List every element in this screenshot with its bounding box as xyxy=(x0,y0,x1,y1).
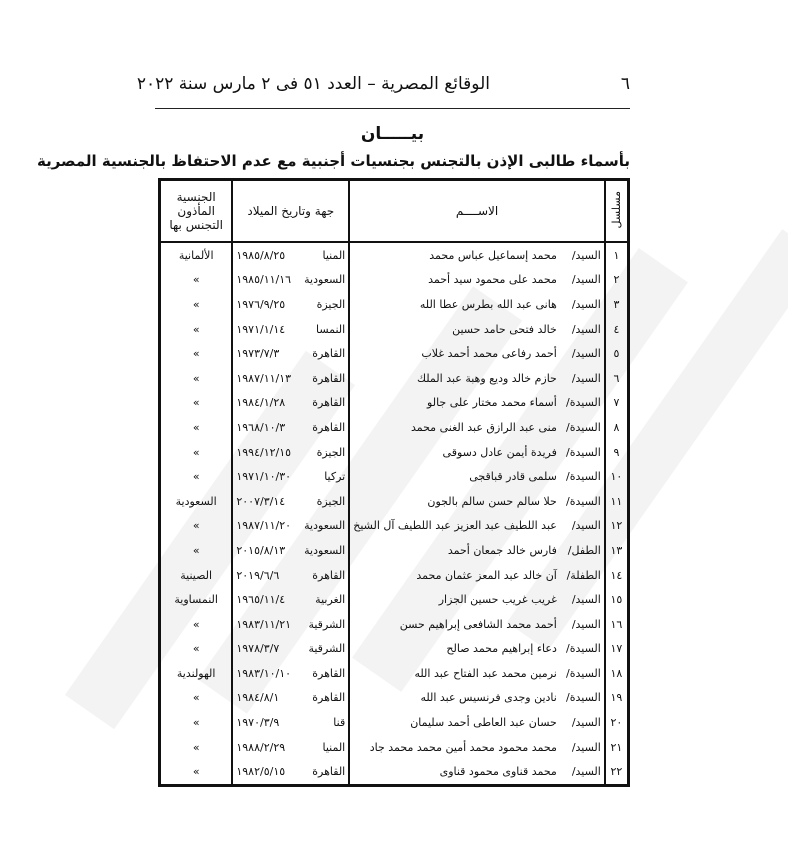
place-date-cell xyxy=(232,268,349,293)
serial-cell: ٩ xyxy=(605,440,629,465)
birth-place: القاهرة xyxy=(312,347,346,361)
birth-date: ١٩٩٤/١٢/١٥ xyxy=(236,445,292,459)
nationality-cell: » xyxy=(160,464,233,489)
person-name: غريب غريب حسين الجزار xyxy=(438,593,557,607)
table-row xyxy=(160,661,629,686)
birth-place: السعودية xyxy=(304,519,346,533)
serial-cell: ٢١ xyxy=(605,735,629,760)
table-row xyxy=(160,268,629,293)
person-name: محمد قناوى محمود قناوى xyxy=(439,765,557,779)
honorific: السيد/ xyxy=(571,273,601,287)
place-date-cell xyxy=(232,242,349,268)
name-cell xyxy=(349,759,605,785)
honorific: السيد/ xyxy=(571,740,601,754)
name-cell xyxy=(349,563,605,588)
table-row xyxy=(160,292,629,317)
place-date-cell xyxy=(232,661,349,686)
place-date-cell xyxy=(232,391,349,416)
name-cell xyxy=(349,612,605,637)
table-row xyxy=(160,391,629,416)
serial-cell: ٨ xyxy=(605,415,629,440)
birth-place: المنيا xyxy=(322,248,346,262)
table-row xyxy=(160,612,629,637)
birth-date: ١٩٧٠/٣/٩ xyxy=(236,716,280,730)
nationality-cell: » xyxy=(160,710,233,735)
serial-cell: ١ xyxy=(605,242,629,268)
table-row xyxy=(160,759,629,785)
serial-cell: ٧ xyxy=(605,391,629,416)
birth-place: السعودية xyxy=(304,543,346,557)
column-header-serial xyxy=(605,180,629,243)
serial-cell: ١٠ xyxy=(605,464,629,489)
name-cell xyxy=(349,242,605,268)
person-name: منى عبد الرازق عبد الغنى محمد xyxy=(410,420,557,434)
birth-date: ٢٠١٥/٨/١٣ xyxy=(236,543,286,557)
serial-cell: ١٢ xyxy=(605,514,629,539)
nationality-cell: » xyxy=(160,612,233,637)
birth-date: ١٩٨٨/٢/٢٩ xyxy=(236,740,286,754)
birth-date: ١٩٦٥/١١/٤ xyxy=(236,593,286,607)
place-date-cell xyxy=(232,563,349,588)
birth-place: الجيزة xyxy=(316,494,346,508)
name-cell xyxy=(349,710,605,735)
honorific: السيدة/ xyxy=(566,494,601,508)
document-subheading: بأسماء طالبى الإذن بالتجنس بجنسيات أجنبية مع عدم الاحتفاظ بالجنسية المصرية xyxy=(36,152,630,170)
birth-place: قنا xyxy=(333,716,346,730)
serial-cell: ٣ xyxy=(605,292,629,317)
birth-place: الشرقية xyxy=(308,617,346,631)
name-cell xyxy=(349,489,605,514)
person-name: سلمى قادر قباقجى xyxy=(469,470,557,484)
serial-cell: ١٣ xyxy=(605,538,629,563)
honorific: السيد/ xyxy=(571,248,601,262)
birth-place: القاهرة xyxy=(312,765,346,779)
honorific: السيد/ xyxy=(571,297,601,311)
table-row xyxy=(160,242,629,268)
name-cell xyxy=(349,341,605,366)
name-cell xyxy=(349,268,605,293)
name-cell xyxy=(349,415,605,440)
birth-place: تركيا xyxy=(324,470,346,484)
serial-cell: ٢ xyxy=(605,268,629,293)
document-heading: بيـــــان xyxy=(360,124,425,144)
person-name: فارس خالد جمعان أحمد xyxy=(447,543,557,557)
serial-cell: ١٦ xyxy=(605,612,629,637)
birth-date: ١٩٨٣/١٠/١٠ xyxy=(236,666,292,680)
birth-date: ٢٠١٩/٦/٦ xyxy=(236,568,280,582)
birth-date: ١٩٨٥/٨/٢٥ xyxy=(236,248,286,262)
person-name: أحمد رفاعى محمد أحمد غلاب xyxy=(421,347,557,361)
place-date-cell xyxy=(232,710,349,735)
serial-cell: ١٤ xyxy=(605,563,629,588)
name-cell xyxy=(349,391,605,416)
serial-cell: ١١ xyxy=(605,489,629,514)
nationality-cell: الصينية xyxy=(160,563,233,588)
birth-place: القاهرة xyxy=(312,420,346,434)
serial-cell: ١٨ xyxy=(605,661,629,686)
person-name: أسماء محمد مختار على جالو xyxy=(427,396,557,410)
place-date-cell xyxy=(232,587,349,612)
birth-place: القاهرة xyxy=(312,371,346,385)
nationality-cell: » xyxy=(160,538,233,563)
serial-label: مسلسل xyxy=(609,190,623,229)
table-row xyxy=(160,415,629,440)
honorific: السيدة/ xyxy=(566,691,601,705)
place-date-cell xyxy=(232,759,349,785)
birth-place: الجيزة xyxy=(316,297,346,311)
table-row xyxy=(160,514,629,539)
name-cell xyxy=(349,661,605,686)
name-cell xyxy=(349,440,605,465)
honorific: السيدة/ xyxy=(566,666,601,680)
nationality-cell: الألمانية xyxy=(160,242,233,268)
honorific: الطفل/ xyxy=(567,543,601,557)
birth-date: ٢٠٠٧/٣/١٤ xyxy=(236,494,286,508)
place-date-cell xyxy=(232,464,349,489)
table-row xyxy=(160,489,629,514)
honorific: السيدة/ xyxy=(566,642,601,656)
person-name: فريدة أيمن عادل دسوقى xyxy=(442,445,557,459)
nationality-cell: » xyxy=(160,735,233,760)
column-header-place-date: جهة وتاريخ الميلاد xyxy=(232,180,349,243)
table-row xyxy=(160,735,629,760)
name-cell xyxy=(349,292,605,317)
gazette-title: الوقائع المصرية – العدد ٥١ فى ٢ مارس سنة ٢٠٢٢ xyxy=(136,74,490,94)
nationality-cell: » xyxy=(160,759,233,785)
honorific: السيد/ xyxy=(571,347,601,361)
honorific: السيدة/ xyxy=(566,396,601,410)
person-name: آن خالد عبد المعز عثمان محمد xyxy=(416,568,557,582)
honorific: الطفلة/ xyxy=(566,568,601,582)
name-cell xyxy=(349,464,605,489)
birth-place: القاهرة xyxy=(312,691,346,705)
name-cell xyxy=(349,637,605,662)
birth-date: ١٩٧٣/٧/٣ xyxy=(236,347,280,361)
table-header-row xyxy=(160,180,629,243)
name-cell xyxy=(349,317,605,342)
table-row xyxy=(160,710,629,735)
serial-cell: ٦ xyxy=(605,366,629,391)
place-date-cell xyxy=(232,317,349,342)
birth-place: الغربية xyxy=(315,593,346,607)
serial-cell: ١٥ xyxy=(605,587,629,612)
page-header xyxy=(136,74,630,104)
nationality-cell: » xyxy=(160,268,233,293)
birth-date: ١٩٨٣/١١/٢١ xyxy=(236,617,292,631)
person-name: أحمد محمد الشافعى إبراهيم حسن xyxy=(399,617,557,631)
birth-date: ١٩٦٨/١٠/٣ xyxy=(236,420,286,434)
nationality-cell: » xyxy=(160,637,233,662)
serial-cell: ٥ xyxy=(605,341,629,366)
column-header-name: الاســــم xyxy=(349,180,605,243)
place-date-cell xyxy=(232,292,349,317)
place-date-cell xyxy=(232,686,349,711)
honorific: السيدة/ xyxy=(566,445,601,459)
birth-date: ١٩٨٤/١/٢٨ xyxy=(236,396,286,410)
place-date-cell xyxy=(232,341,349,366)
birth-place: القاهرة xyxy=(312,568,346,582)
nationality-cell: الهولندية xyxy=(160,661,233,686)
birth-date: ١٩٨٤/٨/١ xyxy=(236,691,280,705)
birth-date: ١٩٧١/١٠/٣٠ xyxy=(236,470,292,484)
place-date-cell xyxy=(232,440,349,465)
place-date-cell xyxy=(232,366,349,391)
birth-date: ١٩٨٥/١١/١٦ xyxy=(236,273,292,287)
birth-place: السعودية xyxy=(304,273,346,287)
serial-cell: ١٧ xyxy=(605,637,629,662)
person-name: خالد فتحى حامد حسين xyxy=(452,322,557,336)
honorific: السيد/ xyxy=(571,322,601,336)
place-date-cell xyxy=(232,735,349,760)
birth-date: ١٩٧١/١/١٤ xyxy=(236,322,286,336)
name-cell xyxy=(349,686,605,711)
person-name: نادين وجدى فرنسيس عبد الله xyxy=(420,691,557,705)
person-name: محمد محمود محمد أمين محمد محمد جاد xyxy=(369,740,557,754)
column-header-nationality: الجنسية المأذون التجنس بها xyxy=(160,180,233,243)
birth-place: الجيزة xyxy=(316,445,346,459)
table-row xyxy=(160,464,629,489)
place-date-cell xyxy=(232,612,349,637)
nationality-cell: » xyxy=(160,391,233,416)
place-date-cell xyxy=(232,538,349,563)
place-date-cell xyxy=(232,637,349,662)
birth-date: ١٩٧٦/٩/٢٥ xyxy=(236,297,286,311)
name-cell xyxy=(349,538,605,563)
honorific: السيد/ xyxy=(571,371,601,385)
person-name: حازم خالد وديع وهبة عبد الملك xyxy=(417,371,557,385)
honorific: السيدة/ xyxy=(566,420,601,434)
header-divider xyxy=(155,108,630,109)
person-name: محمد على محمود سيد أحمد xyxy=(428,273,557,287)
birth-place: القاهرة xyxy=(312,666,346,680)
place-date-cell xyxy=(232,489,349,514)
table-row xyxy=(160,366,629,391)
name-cell xyxy=(349,735,605,760)
table-row xyxy=(160,440,629,465)
nationality-cell: » xyxy=(160,366,233,391)
honorific: السيد/ xyxy=(571,765,601,779)
name-cell xyxy=(349,366,605,391)
nationality-cell: » xyxy=(160,514,233,539)
birth-date: ١٩٨٧/١١/١٣ xyxy=(236,371,292,385)
name-cell xyxy=(349,587,605,612)
table-row xyxy=(160,341,629,366)
nationality-cell: » xyxy=(160,686,233,711)
naturalization-table xyxy=(158,178,630,787)
honorific: السيد/ xyxy=(571,593,601,607)
table-row xyxy=(160,538,629,563)
serial-cell: ٢٢ xyxy=(605,759,629,785)
table-row xyxy=(160,317,629,342)
person-name: دعاء إبراهيم محمد صالح xyxy=(446,642,557,656)
nationality-cell: » xyxy=(160,292,233,317)
table-row xyxy=(160,587,629,612)
place-date-cell xyxy=(232,415,349,440)
place-date-cell xyxy=(232,514,349,539)
table-row xyxy=(160,686,629,711)
serial-cell: ٢٠ xyxy=(605,710,629,735)
birth-date: ١٩٧٨/٣/٧ xyxy=(236,642,280,656)
birth-place: النمسا xyxy=(315,322,346,336)
birth-place: الشرقية xyxy=(308,642,346,656)
birth-date: ١٩٨٧/١١/٢٠ xyxy=(236,519,292,533)
nationality-cell: » xyxy=(160,415,233,440)
honorific: السيد/ xyxy=(571,617,601,631)
honorific: السيدة/ xyxy=(566,470,601,484)
nationality-cell: النمساوية xyxy=(160,587,233,612)
nationality-cell: » xyxy=(160,341,233,366)
person-name: نرمين محمد عبد الفتاح عبد الله xyxy=(414,666,557,680)
name-cell xyxy=(349,514,605,539)
person-name: محمد إسماعيل عباس محمد xyxy=(429,248,557,262)
nationality-cell: » xyxy=(160,440,233,465)
birth-place: المنيا xyxy=(322,740,346,754)
person-name: عبد اللطيف عبد العزيز عبد اللطيف آل الشيخ xyxy=(353,519,557,533)
nationality-cell: السعودية xyxy=(160,489,233,514)
page-number: ٦ xyxy=(620,74,630,94)
serial-cell: ٤ xyxy=(605,317,629,342)
table-row xyxy=(160,637,629,662)
serial-cell: ١٩ xyxy=(605,686,629,711)
person-name: حسان عبد العاطى أحمد سليمان xyxy=(410,716,557,730)
birth-date: ١٩٨٢/٥/١٥ xyxy=(236,765,286,779)
honorific: السيد/ xyxy=(571,716,601,730)
person-name: هانى عبد الله بطرس عطا الله xyxy=(419,297,557,311)
table-row xyxy=(160,563,629,588)
nationality-cell: » xyxy=(160,317,233,342)
honorific: السيد/ xyxy=(571,519,601,533)
birth-place: القاهرة xyxy=(312,396,346,410)
person-name: حلا سالم حسن سالم بالجون xyxy=(427,494,557,508)
